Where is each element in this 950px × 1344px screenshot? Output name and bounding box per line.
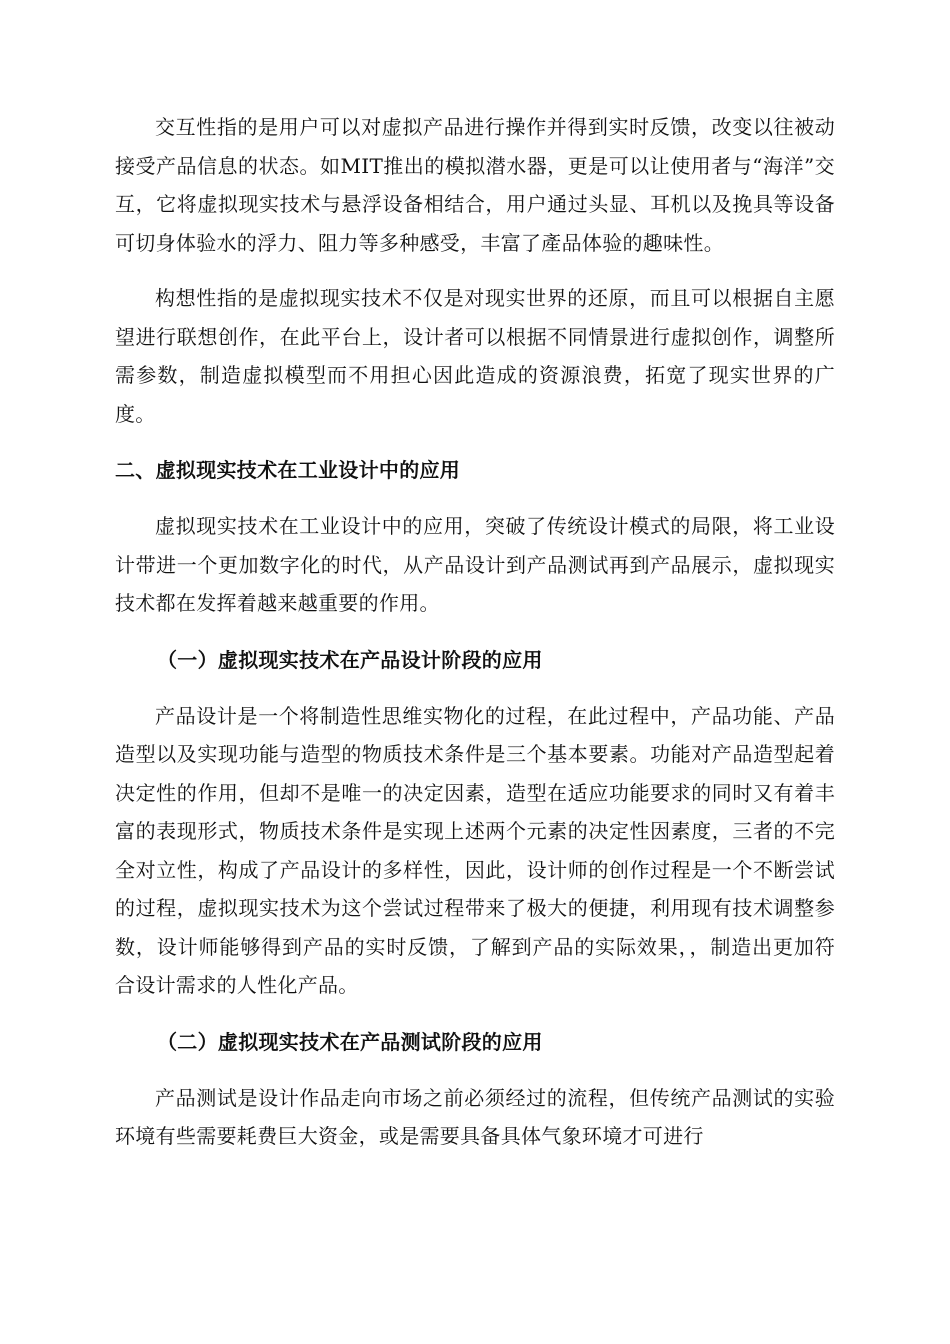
- document-page: [115, 108, 835, 1156]
- paragraph-testing: 产品测试是设计作品走向市场之前必须经过的流程，但传统产品测试的实验环境有些需要耗费巨大资金，或是需要具备具体气象环境才可进行: [115, 1085, 835, 1148]
- paragraph-intro: 虚拟现实技术在工业设计中的应用，突破了传统设计模式的局限，将工业设计带进一个更加数字化的时代，从产品设计到产品测试再到产品展示，虚拟现实技术都在发挥着越来越重要的作用。: [115, 514, 835, 615]
- paragraph-design: 产品设计是一个将制造性思维实物化的过程，在此过程中，产品功能、产品造型以及实现功能与造型的物质技术条件是三个基本要素。功能对产品造型起着决定性的作用，但却不是唯一的决定因素，造型在适应功能要求的同时又有着丰富的表现形式，物质技术条件是实现上述两个元素的决定性因素度，三者的不完全对立性，构成了产品设计的多样性，因此，设计师的创作过程是一个不断尝试的过程，虚拟现实技术为这个尝试过程带来了极大的便捷，利用现有技术调整参数，设计师能够得到产品的实时反馈，了解到产品的实际效果，，制造出更加符合设计需求的人性化产品。: [115, 703, 835, 997]
- paragraph-interactivity: 交互性指的是用户可以对虚拟产品进行操作并得到实时反馈，改变以往被动接受产品信息的状态。如MIT推出的模拟潜水器，更是可以让使用者与“海洋”交互，它将虚拟现实技术与悬浮设备相结合，用户通过头显、耳机以及挽具等设备可切身体验水的浮力、阻力等多种感受，丰富了產品体验的趣味性。: [115, 115, 835, 255]
- subheading-design: （一）虚拟现实技术在产品设计阶段的应用: [157, 647, 543, 672]
- section-heading: 二、虚拟现实技术在工业设计中的应用: [115, 458, 461, 482]
- paragraph-imagination: 构想性指的是虚拟现实技术不仅是对现实世界的还原，而且可以根据自主愿望进行联想创作，在此平台上，设计者可以根据不同情景进行虚拟创作，调整所需参数，制造虚拟模型而不用担心因此造成的资源浪费，拓宽了现实世界的广度。: [115, 286, 835, 426]
- subheading-testing: （二）虚拟现实技术在产品测试阶段的应用: [157, 1029, 543, 1054]
